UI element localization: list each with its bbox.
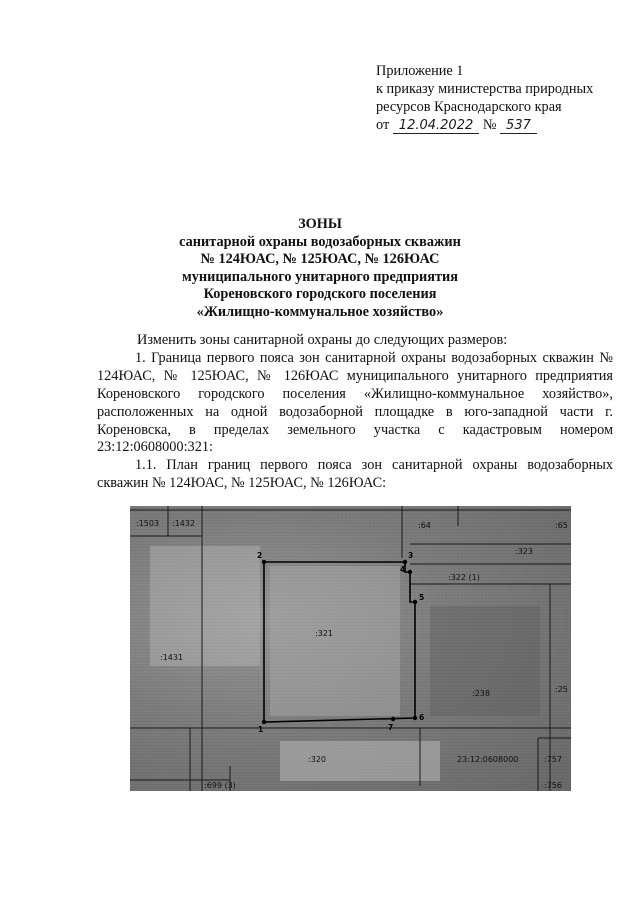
- parcel-320: :320: [308, 755, 326, 764]
- point-label-4: 4: [400, 565, 406, 574]
- parcel-65: :65: [555, 521, 568, 530]
- parcel-321: :321: [315, 629, 333, 638]
- order-date: 12.04.2022: [393, 118, 479, 134]
- paragraph-1: 1. Граница первого пояса зон санитарной охраны водозаборных скважин № 124ЮАС, № 125ЮАС, № 126ЮАС муниципального унитарного предприятия Кореновского городского поселения «Жилищно-коммунальное хозяйство», расположенных на одной водозаборной площадке в юго-западной части г. Кореновска, в пределах земельного участка с кадастровым номером 23:12:0608000:321:: [97, 349, 613, 456]
- parcel-238: :238: [472, 689, 490, 698]
- document-body: [97, 332, 613, 493]
- number-prefix: №: [482, 117, 497, 133]
- point-label-3: 3: [408, 551, 414, 560]
- parcel-1503: :1503: [136, 519, 160, 528]
- appendix-header: [376, 62, 626, 135]
- parcel-699: :699 (3): [204, 781, 236, 790]
- point-label-6: 6: [419, 713, 425, 722]
- appendix-date-line: [376, 116, 626, 135]
- document-title: [120, 216, 520, 322]
- title-line-4: муниципального унитарного предприятия: [181, 268, 459, 285]
- appendix-ministry: ресурсов Краснодарского края: [376, 99, 562, 115]
- order-number: 537: [500, 118, 537, 134]
- point-label-2: 2: [257, 551, 263, 560]
- title-line-6: «Жилищно-коммунальное хозяйство»: [196, 303, 444, 320]
- paragraph-1-1: 1.1. План границ первого пояса зон санитарной охраны водозаборных скважин № 124ЮАС, № 125ЮАС, № 126ЮАС:: [97, 457, 613, 492]
- cadastral-quarter: 23:12:0608000: [457, 755, 519, 764]
- parcel-757: :757: [544, 755, 562, 764]
- appendix-title: Приложение 1: [376, 63, 464, 79]
- date-prefix: от: [376, 117, 390, 133]
- parcel-322: :322 (1): [448, 573, 480, 582]
- title-line-3: № 124ЮАС, № 125ЮАС, № 126ЮАС: [200, 251, 440, 268]
- plan-drawing: [130, 506, 571, 791]
- parcel-25: :25: [555, 685, 568, 694]
- parcel-756: :756: [544, 781, 562, 790]
- title-line-5: Кореновского городского поселения: [203, 286, 437, 303]
- appendix-order-ref: к приказу министерства природных: [376, 81, 594, 97]
- parcel-1431: :1431: [160, 653, 184, 662]
- intro-paragraph: Изменить зоны санитарной охраны до следующих размеров:: [137, 332, 508, 348]
- title-line-2: санитарной охраны водозаборных скважин: [179, 233, 461, 250]
- title-zones: ЗОНЫ: [298, 216, 342, 232]
- point-label-1: 1: [258, 725, 264, 734]
- point-label-5: 5: [419, 593, 425, 602]
- point-label-7: 7: [388, 723, 394, 732]
- boundary-plan-map: [130, 506, 571, 791]
- parcel-1432: :1432: [172, 519, 196, 528]
- parcel-64: :64: [418, 521, 431, 530]
- parcel-323: :323: [515, 547, 533, 556]
